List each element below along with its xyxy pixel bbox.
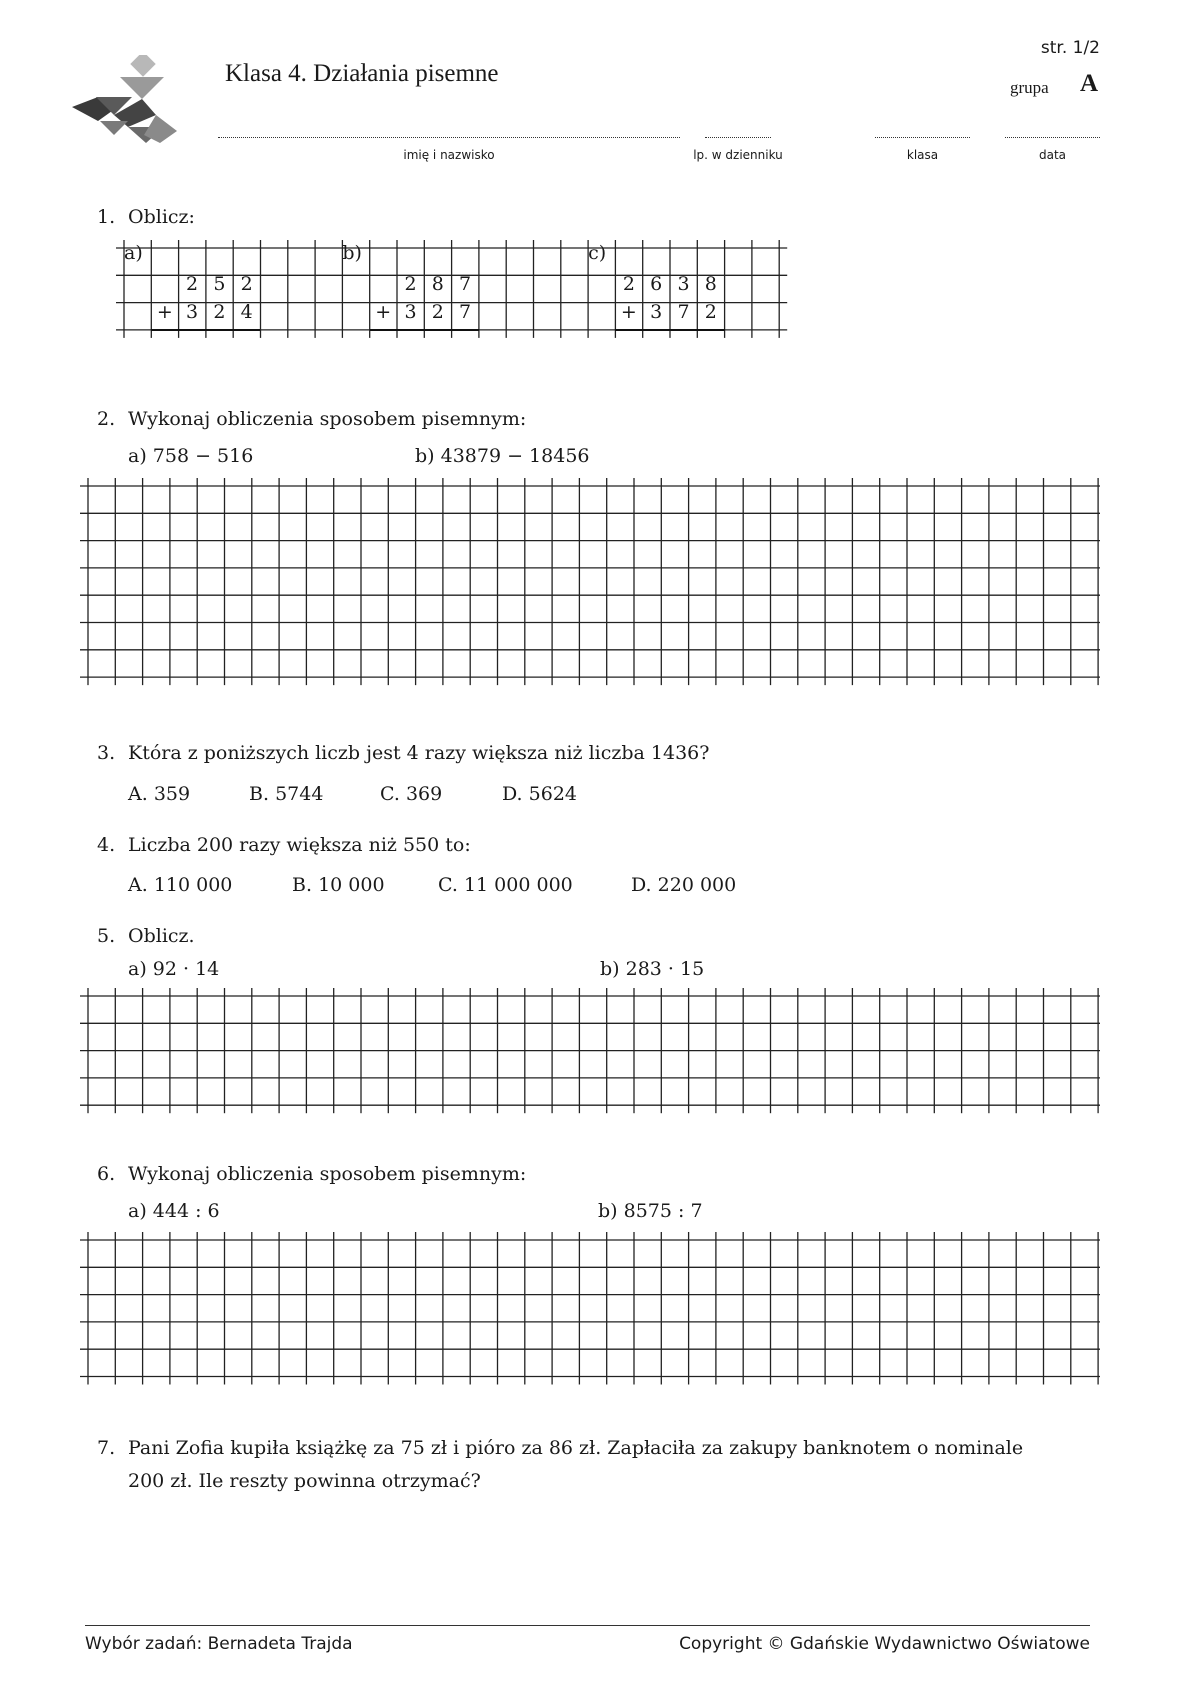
task-1-digit: 2 — [404, 273, 417, 296]
task-1-number: 1. — [97, 206, 116, 228]
task-2a-expression: a) 758 − 516 — [128, 445, 254, 467]
task-4-option-a[interactable] — [128, 874, 232, 896]
task-5-grid[interactable] — [80, 988, 1100, 1138]
option-letter: C. — [380, 783, 400, 805]
task-3-option-c[interactable] — [380, 783, 442, 805]
task-1-digit: 2 — [704, 300, 717, 323]
task-4-text: Liczba 200 razy większa niż 550 to: — [128, 834, 471, 856]
task-1-digit: 4 — [240, 300, 253, 323]
task-3-option-a[interactable] — [128, 783, 190, 805]
publisher-logo — [72, 55, 182, 145]
option-letter: B. — [292, 874, 313, 896]
option-letter: B. — [249, 783, 270, 805]
task-2-grid[interactable] — [80, 478, 1100, 718]
task-1-digit: 3 — [677, 273, 690, 296]
task-5-text: Oblicz. — [128, 925, 195, 947]
task-3-option-b[interactable] — [249, 783, 323, 805]
task-5b-expression: b) 283 · 15 — [600, 958, 705, 980]
task-1-part-label: a) — [124, 242, 143, 264]
task-3-number: 3. — [97, 742, 116, 764]
task-4-option-d[interactable] — [631, 874, 736, 896]
task-1-sum-line — [151, 329, 260, 331]
footer-copyright: Copyright © Gdańskie Wydawnictwo Oświatowe — [679, 1634, 1090, 1654]
task-1-digit: 2 — [240, 273, 253, 296]
task-1-digit: 2 — [431, 300, 444, 323]
option-letter: A. — [128, 874, 148, 896]
option-value: 10 000 — [318, 874, 385, 896]
task-4-option-c[interactable] — [438, 874, 573, 896]
task-6b-expression: b) 8575 : 7 — [598, 1200, 703, 1222]
name-field-label: imię i nazwisko — [403, 148, 495, 162]
task-7-number: 7. — [97, 1437, 116, 1459]
task-1-digit: 7 — [677, 300, 690, 323]
task-1-sum-line — [370, 329, 479, 331]
option-value: 220 000 — [657, 874, 737, 896]
task-1-operator: + — [620, 300, 637, 323]
task-2-text: Wykonaj obliczenia sposobem pisemnym: — [128, 408, 527, 430]
task-5a-expression: a) 92 · 14 — [128, 958, 220, 980]
option-letter: D. — [502, 783, 523, 805]
option-value: 5744 — [275, 783, 324, 805]
footer-divider — [85, 1625, 1090, 1626]
task-1-digit: 2 — [622, 273, 635, 296]
date-field-line[interactable] — [1005, 137, 1100, 138]
date-field-label: data — [1038, 148, 1067, 162]
group-label: grupa — [1010, 78, 1049, 97]
task-2-number: 2. — [97, 408, 116, 430]
option-value: 5624 — [528, 783, 578, 805]
task-1-sum-line — [615, 329, 724, 331]
page-number: str. 1/2 — [1040, 38, 1100, 58]
journal-number-field-line[interactable] — [705, 137, 771, 138]
task-1-digit: 7 — [459, 300, 472, 323]
footer-author: Wybór zadań: Bernadeta Trajda — [85, 1634, 353, 1654]
page-title: Klasa 4. Działania pisemne — [225, 60, 499, 87]
class-field-line[interactable] — [875, 137, 970, 138]
option-letter: C. — [438, 874, 458, 896]
task-7-text-line-1: Pani Zofia kupiła książkę za 75 zł i pióro za 86 zł. Zapłaciła za zakupy banknotem o nominale — [128, 1437, 1024, 1459]
option-value: 369 — [405, 783, 443, 805]
task-1-digit: 3 — [650, 300, 663, 323]
task-1-operator: + — [156, 300, 173, 323]
task-2b-expression: b) 43879 − 18456 — [415, 445, 590, 467]
option-value: 110 000 — [153, 874, 233, 896]
task-3-option-d[interactable] — [502, 783, 577, 805]
task-6-text: Wykonaj obliczenia sposobem pisemnym: — [128, 1163, 527, 1185]
task-1-digit: 5 — [213, 273, 226, 296]
group-letter: A — [1080, 70, 1099, 97]
task-4-option-b[interactable] — [292, 874, 385, 896]
task-1-operator: + — [375, 300, 392, 323]
journal-number-field-label: lp. w dzienniku — [693, 148, 783, 162]
name-field-line[interactable] — [218, 137, 680, 138]
task-4-number: 4. — [97, 834, 116, 856]
task-1-text: Oblicz: — [128, 206, 195, 228]
option-value: 11 000 000 — [463, 874, 573, 896]
class-field-label: klasa — [906, 148, 939, 162]
task-1-digit: 8 — [431, 273, 444, 296]
option-value: 359 — [153, 783, 191, 805]
task-7-text-line-2: 200 zł. Ile reszty powinna otrzymać? — [128, 1470, 481, 1492]
task-1-part-label: b) — [342, 242, 362, 264]
task-3-text: Która z poniższych liczb jest 4 razy większa niż liczba 1436? — [128, 742, 710, 764]
option-letter: A. — [128, 783, 148, 805]
task-1-digit: 3 — [186, 300, 199, 323]
task-6-grid[interactable] — [80, 1232, 1100, 1412]
option-letter: D. — [631, 874, 652, 896]
task-1-digit: 6 — [650, 273, 663, 296]
task-1-digit: 2 — [213, 300, 226, 323]
task-1-part-label: c) — [588, 242, 607, 264]
task-6a-expression: a) 444 : 6 — [128, 1200, 220, 1222]
task-1-digit: 8 — [704, 273, 717, 296]
task-6-number: 6. — [97, 1163, 116, 1185]
task-5-number: 5. — [97, 925, 116, 947]
task-1-digit: 7 — [459, 273, 472, 296]
task-1-digit: 3 — [404, 300, 417, 323]
task-1-digit: 2 — [186, 273, 199, 296]
